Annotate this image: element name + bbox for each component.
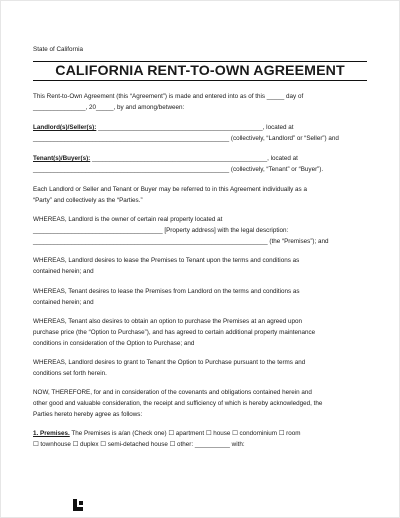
landlord-line-1 — [33, 123, 369, 132]
whereas-5-line-1: WHEREAS, Landlord desires to grant to Tenant the Option to Purchase pursuant to the terms and — [33, 359, 306, 366]
now-therefore-line-3: Parties hereto hereby agree as follows: — [33, 411, 143, 418]
intro-line-1: This Rent-to-Own Agreement (this “Agreement”) is made and entered into as of this _____ day of — [33, 93, 304, 100]
whereas-1-line-1: WHEREAS, Landlord is the owner of certain real property located at — [33, 216, 223, 223]
landlord-label: Landlord(s)/Seller(s): — [33, 124, 97, 131]
landlord-line-2: ________________________________________________________ (collectively, “Landlord” or “Seller”) and — [33, 135, 339, 142]
premises-line-2: ☐ townhouse ☐ duplex ☐ semi-detached house ☐ other: __________ with: — [33, 441, 245, 448]
party-line-2: “Party” and collectively as the “Parties.” — [33, 197, 143, 204]
landlord-field: _______________________________________________, located at — [96, 124, 294, 131]
whereas-4-line-1: WHEREAS, Tenant also desires to obtain an option to purchase the Premises at an agreed upon — [33, 318, 303, 325]
party-line-1: Each Landlord or Seller and Tenant or Buyer may be referred to in this Agreement individually as a — [33, 186, 307, 193]
tenant-field: __________________________________________________, located at — [90, 155, 298, 162]
state-line: State of California — [33, 46, 84, 53]
whereas-4-line-3: conditions in consideration of the Option to Purchase; and — [33, 340, 195, 347]
whereas-2-line-1: WHEREAS, Landlord desires to lease the Premises to Tenant upon the terms and conditions as — [33, 257, 300, 264]
whereas-4-line-2: purchase price (the “Option to Purchase”), and has agreed to certain additional property maintenance — [33, 329, 316, 336]
tenant-label: Tenant(s)/Buyer(s): — [33, 155, 91, 162]
premises-line-1 — [33, 429, 369, 438]
whereas-2-line-2: contained herein; and — [33, 268, 94, 275]
premises-options-1: The Premises is a/an (Check one) ☐ apartment ☐ house ☐ condominium ☐ room — [69, 430, 301, 437]
whereas-1-line-3: ___________________________________________________________________ (the “Premises”); and — [33, 238, 329, 245]
premises-label: 1. Premises. — [33, 430, 70, 437]
tenant-line-1 — [33, 154, 369, 163]
tenant-line-2: ________________________________________________________ (collectively, “Tenant” or “Buyer”). — [33, 166, 324, 173]
document-title: CALIFORNIA RENT-TO-OWN AGREEMENT — [33, 61, 367, 81]
brand-logo-icon — [71, 498, 85, 512]
now-therefore-line-1: NOW, THEREFORE, for and in consideration of the covenants and obligations contained herein and — [33, 389, 312, 396]
intro-line-2: _______________, 20_____, by and among/between: — [33, 104, 185, 111]
whereas-3-line-1: WHEREAS, Tenant desires to lease the Premises from Landlord on the terms and conditions as — [33, 288, 300, 295]
whereas-5-line-2: conditions set forth herein. — [33, 370, 107, 377]
whereas-3-line-2: contained herein; and — [33, 299, 94, 306]
now-therefore-line-2: other good and valuable consideration, the receipt and sufficiency of which is hereby acknowledged, the — [33, 400, 323, 407]
whereas-1-line-2: _____________________________________ [Property address] with the legal description: — [33, 227, 289, 234]
